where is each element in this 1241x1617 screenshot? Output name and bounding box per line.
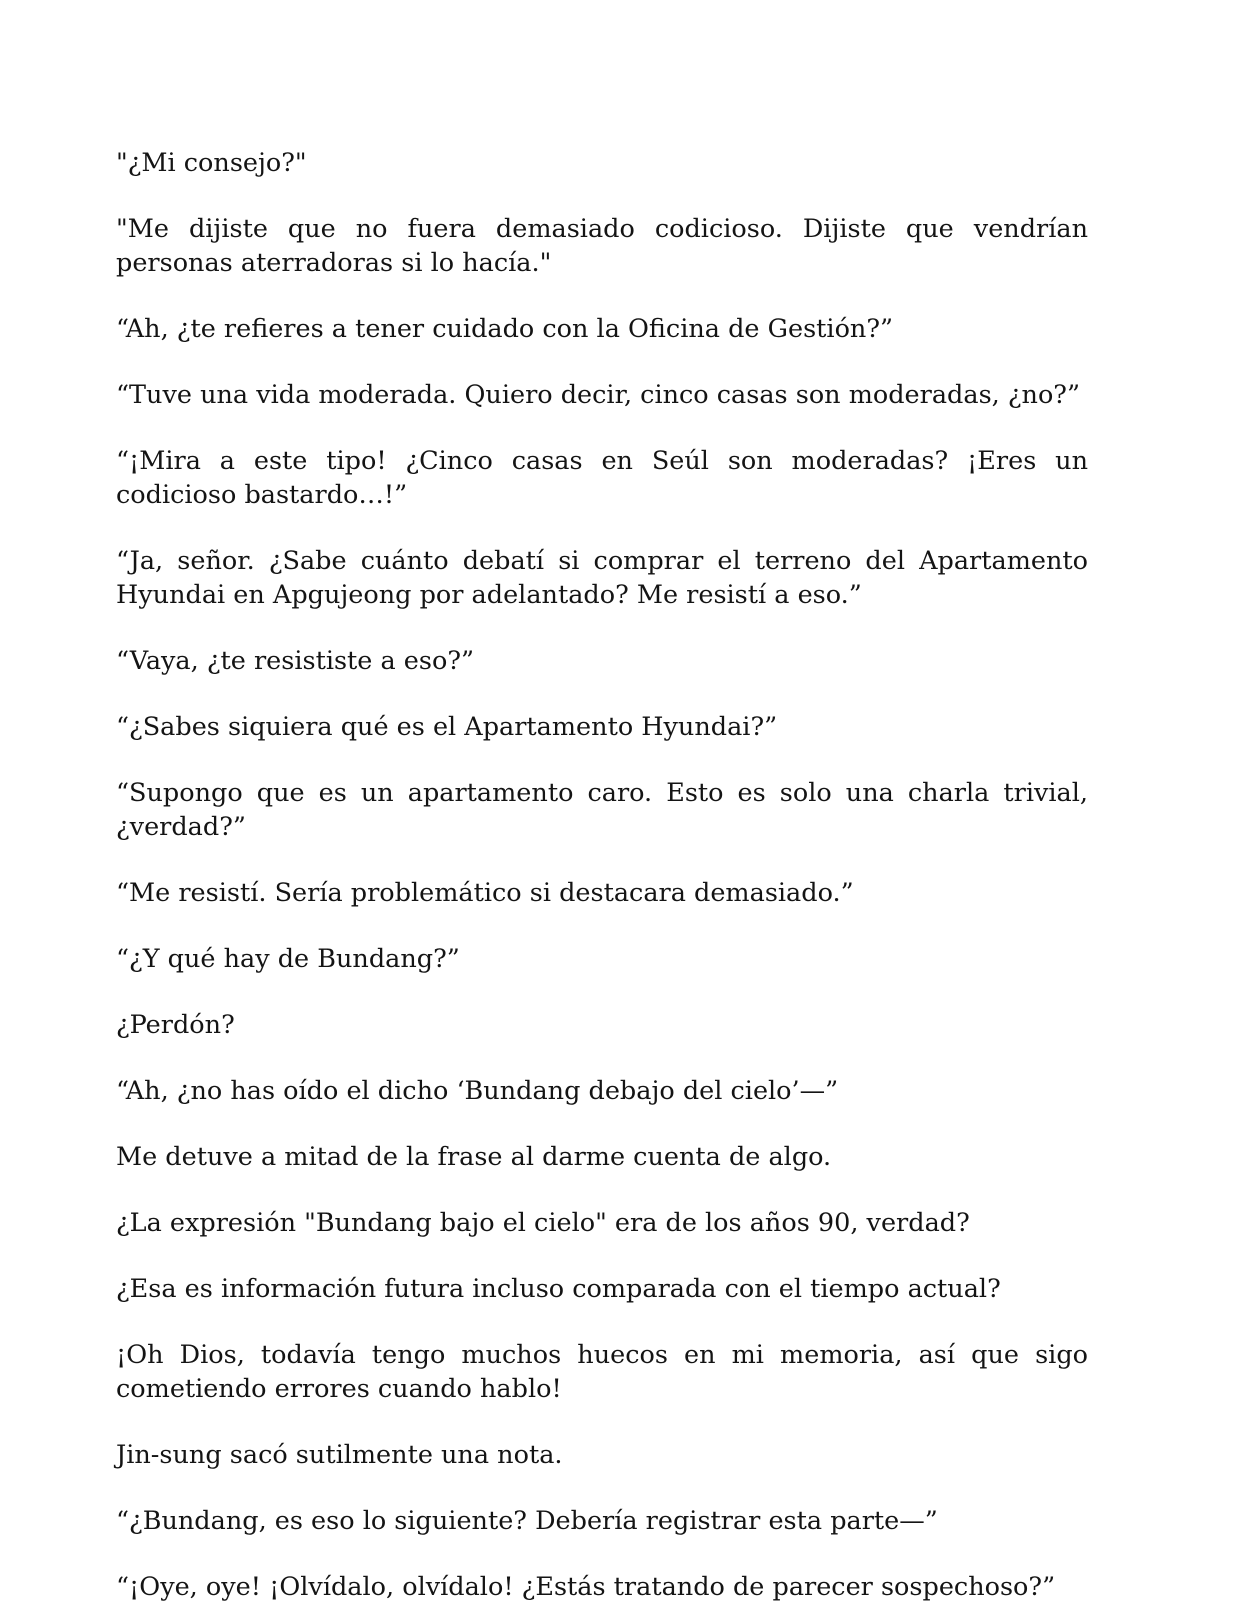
paragraph: “¿Bundang, es eso lo siguiente? Debería registrar esta parte—” — [116, 1506, 938, 1536]
paragraph: "¿Mi consejo?" — [116, 148, 307, 178]
paragraph: ¡Oh Dios, todavía tengo muchos huecos en mi memoria, así que sigo cometiendo errores cuando hablo! — [116, 1340, 1088, 1404]
paragraph: ¿Esa es información futura incluso comparada con el tiempo actual? — [116, 1274, 1001, 1304]
paragraph: “¿Sabes siquiera qué es el Apartamento Hyundai?” — [116, 712, 778, 742]
paragraph: ¿Perdón? — [116, 1010, 235, 1040]
paragraph: “Tuve una vida moderada. Quiero decir, cinco casas son moderadas, ¿no?” — [116, 380, 1081, 410]
paragraph: Jin-sung sacó sutilmente una nota. — [116, 1440, 563, 1470]
paragraph: “¡Mira a este tipo! ¿Cinco casas en Seúl son moderadas? ¡Eres un codicioso bastardo…!” — [116, 446, 1088, 510]
paragraph: “Me resistí. Sería problemático si destacara demasiado.” — [116, 878, 854, 908]
text-column — [116, 146, 1088, 1617]
paragraph: “Vaya, ¿te resististe a eso?” — [116, 646, 475, 676]
paragraph: Me detuve a mitad de la frase al darme cuenta de algo. — [116, 1142, 832, 1172]
paragraph: “¿Y qué hay de Bundang?” — [116, 944, 460, 974]
paragraph: “Ah, ¿no has oído el dicho ‘Bundang debajo del cielo’—” — [116, 1076, 839, 1106]
paragraph: “¡Oye, oye! ¡Olvídalo, olvídalo! ¿Estás tratando de parecer sospechoso?” — [116, 1572, 1056, 1602]
paragraph: ¿La expresión "Bundang bajo el cielo" era de los años 90, verdad? — [116, 1208, 970, 1238]
paragraph: “Ah, ¿te refieres a tener cuidado con la Oficina de Gestión?” — [116, 314, 894, 344]
paragraph: “Supongo que es un apartamento caro. Esto es solo una charla trivial, ¿verdad?” — [116, 778, 1088, 842]
paragraph: "Me dijiste que no fuera demasiado codicioso. Dijiste que vendrían personas aterradoras si lo hacía." — [116, 214, 1088, 278]
paragraph: “Ja, señor. ¿Sabe cuánto debatí si comprar el terreno del Apartamento Hyundai en Apgujeong por adelantado? Me resistí a eso.” — [116, 546, 1088, 610]
